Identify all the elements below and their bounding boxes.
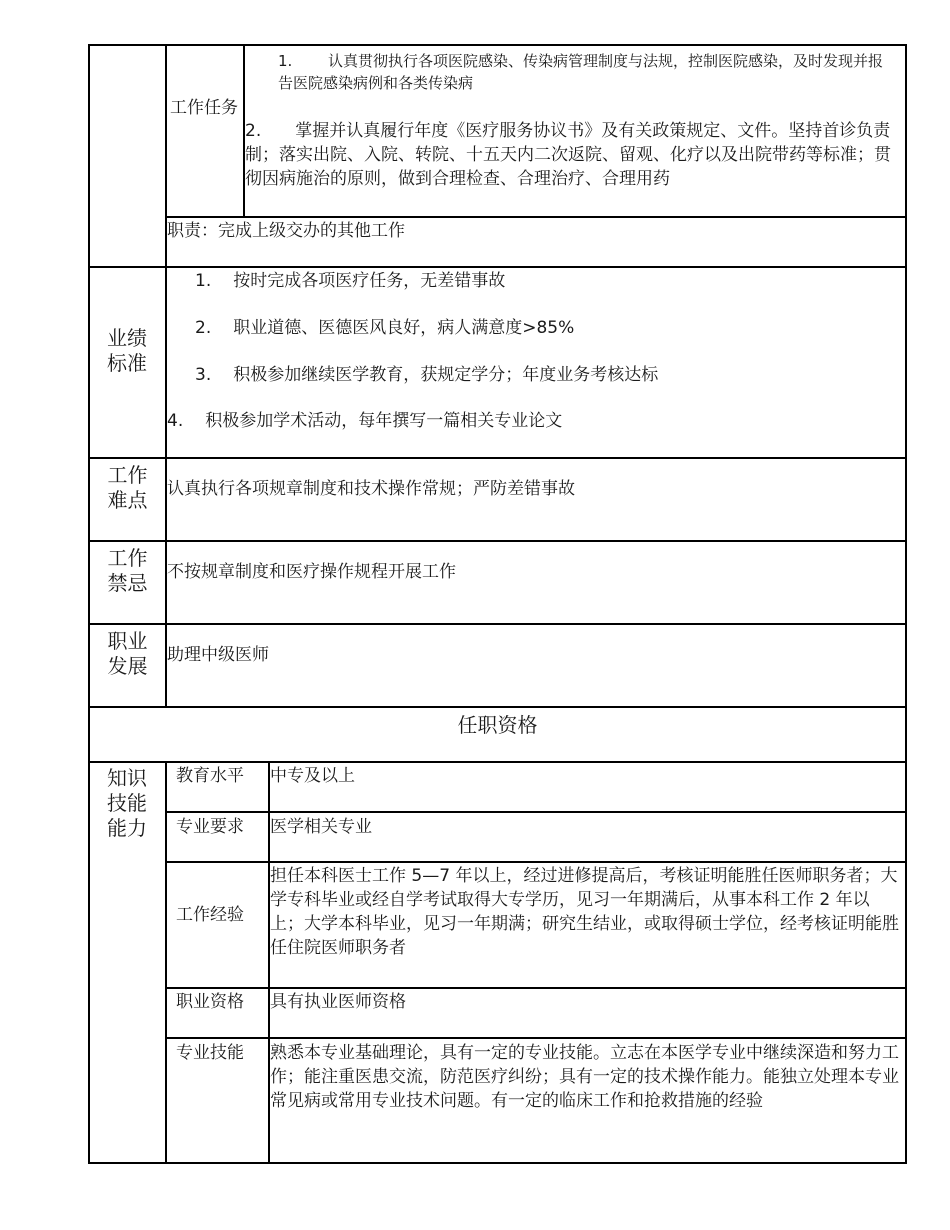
difficulty-label: 工作难点 [107, 463, 148, 512]
table-divider [88, 761, 907, 763]
table-divider [165, 44, 167, 707]
table-divider [88, 457, 907, 459]
task-item-2-text [245, 119, 899, 191]
task-item-2-body: 掌握并认真履行年度《医疗服务协议书》及有关政策规定、文件。坚持首诊负责制；落实出院、入院、转院、十五天内二次返院、留观、化疗以及出院带药等标准；贯彻因病施治的原则，做到合理检查、合理治疗、合理用药 [245, 121, 891, 189]
performance-label: 业绩标准 [107, 326, 147, 375]
skills-label: 专业技能 [176, 1043, 244, 1063]
education-label: 教育水平 [176, 766, 244, 786]
qualification-group-label: 知识技能能力 [107, 766, 147, 840]
performance-item-1: 1. 按时完成各项医疗任务，无差错事故 [195, 271, 506, 291]
table-divider [166, 216, 907, 218]
taboo-label: 工作禁忌 [107, 546, 148, 595]
performance-item-3: 3. 积极参加继续医学教育，获规定学分；年度业务考核达标 [195, 365, 659, 385]
certification-label: 职业资格 [176, 992, 244, 1012]
table-border [905, 44, 907, 1164]
experience-label: 工作经验 [176, 905, 244, 925]
experience-value: 担任本科医士工作 5—7 年以上，经过进修提高后，考核证明能胜任医师职务者；大学专科毕业或经自学考试取得大专学历，见习一年期满后，从事本科工作 2 年以上；大学本科毕业，见习一年期满；研究生结业，或取得硕士学位，经考核证明能胜任住院医师职务者 [270, 866, 899, 958]
duty-text: 职责：完成上级交办的其他工作 [167, 221, 405, 241]
table-divider [88, 706, 907, 708]
taboo-text: 不按规章制度和医疗操作规程开展工作 [167, 562, 456, 582]
table-border [88, 44, 907, 46]
table-divider [166, 1037, 907, 1039]
difficulty-text: 认真执行各项规章制度和技术操作常规；严防差错事故 [167, 479, 575, 499]
task-item-1-num: 1. [278, 52, 293, 70]
certification-value: 具有执业医师资格 [270, 992, 406, 1012]
task-item-2-num: 2. [245, 121, 262, 141]
qualification-title: 任职资格 [457, 713, 538, 737]
career-text: 助理中级医师 [167, 645, 269, 665]
major-value: 医学相关专业 [270, 817, 372, 837]
table-divider [166, 811, 907, 813]
table-divider [88, 623, 907, 625]
skills-value: 熟悉本专业基础理论，具有一定的专业技能。立志在本医学专业中继续深造和努力工作；能注重医患交流，防范医疗纠纷；具有一定的技术操作能力。能独立处理本专业常见病或常用专业技术问题。有一定的临床工作和抢救措施的经验 [270, 1043, 899, 1111]
major-label: 专业要求 [176, 817, 244, 837]
career-label: 职业发展 [107, 629, 148, 678]
table-divider [166, 861, 907, 863]
table-divider [166, 987, 907, 989]
table-border [88, 1162, 907, 1164]
task-item-1-text: 认真贯彻执行各项医院感染、传染病管理制度与法规，控制医院感染，及时发现并报告医院感染病例和各类传染病 [278, 52, 884, 92]
table-divider [88, 266, 907, 268]
performance-item-2: 2. 职业道德、医德医风良好，病人满意度>85% [195, 318, 575, 338]
table-divider [88, 540, 907, 542]
education-value: 中专及以上 [270, 766, 355, 786]
table-divider [165, 761, 167, 1163]
performance-item-4: 4. 积极参加学术活动，每年撰写一篇相关专业论文 [167, 411, 563, 431]
table-border [88, 44, 90, 1164]
job-task-label: 工作任务 [170, 98, 238, 118]
